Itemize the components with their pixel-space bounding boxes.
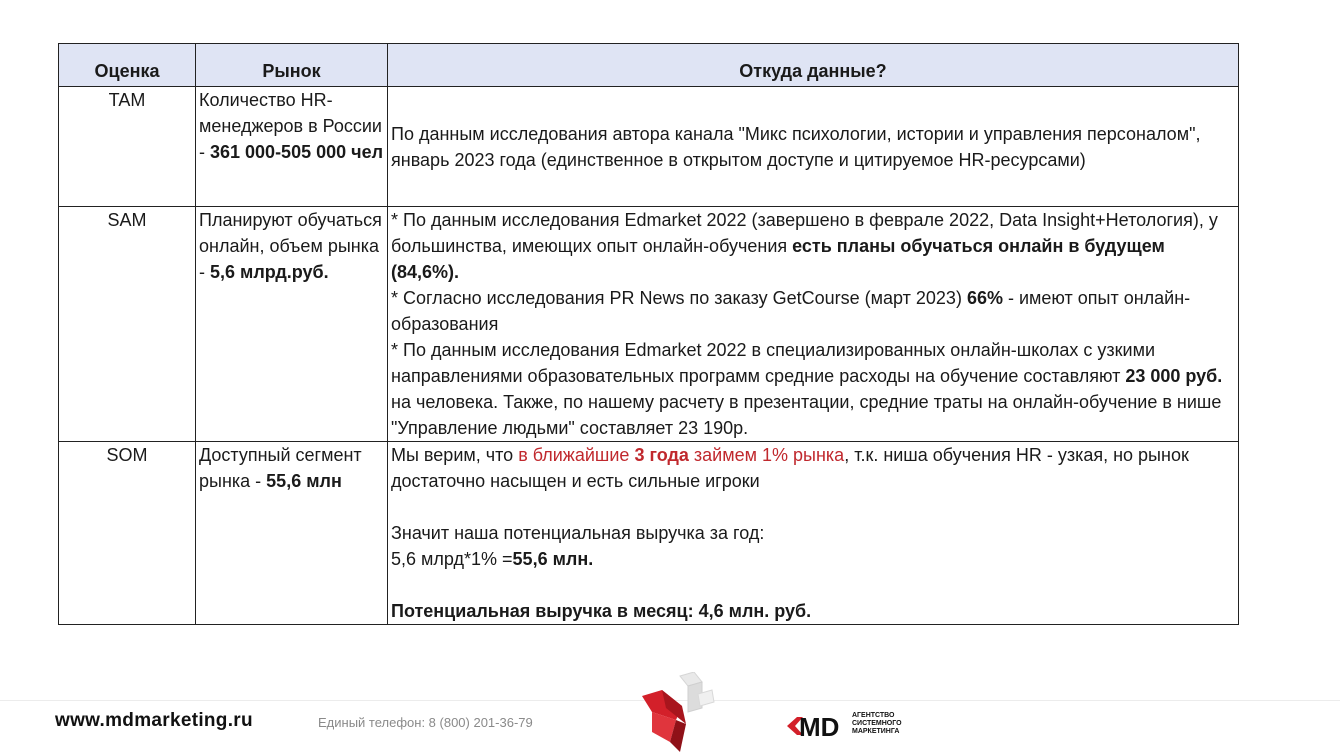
sam-note-1-text: * По данным исследования Edmarket 2022 (завершено в феврале 2022, Data Insight+Нетология), у большинства, имеющих опыт онлайн-обучения	[391, 210, 1218, 256]
source-som	[388, 442, 1239, 625]
header-source: Откуда данные?	[388, 44, 1239, 87]
brand-line-1: АГЕНТСТВО	[852, 712, 895, 719]
som-line-1-text: Мы верим, что	[391, 445, 519, 465]
spacer	[391, 572, 1235, 598]
som-highlight-years: 3 года	[634, 445, 689, 465]
som-line-2: Значит наша потенциальная выручка за год:	[391, 523, 765, 543]
svg-text:MD: MD	[799, 712, 840, 741]
sam-note-2-text: * Согласно исследования PR News по заказу GetCourse (март 2023)	[391, 288, 967, 308]
som-line-1-tail: , т.к. ниша обучения HR - узкая, но рынок достаточно насыщен и есть сильные игроки	[391, 445, 1189, 491]
market-sam-text: Планируют обучаться онлайн, объем рынка -	[199, 210, 382, 282]
som-highlight-1: в ближайшие	[518, 445, 635, 465]
som-line-1	[391, 442, 1235, 494]
sam-note-2	[391, 285, 1235, 337]
sam-note-3	[391, 337, 1235, 441]
score-tam: TAM	[59, 87, 196, 207]
som-line-3	[391, 546, 1235, 572]
website-link[interactable]: www.mdmarketing.ru	[55, 710, 253, 731]
spacer	[391, 494, 1235, 520]
market-size-table	[58, 43, 1239, 625]
header-market: Рынок	[196, 44, 388, 87]
sam-note-3-text: * По данным исследования Edmarket 2022 в специализированных онлайн-школах с узкими направлениями образовательных программ средние расходы на обучение составляют	[391, 340, 1156, 386]
sam-note-1	[391, 207, 1235, 285]
som-line-4: Потенциальная выручка в месяц: 4,6 млн. руб.	[391, 601, 812, 621]
cubes-logo-icon	[636, 672, 722, 754]
brand-line-3: МАРКЕТИНГА	[852, 728, 900, 735]
market-som	[196, 442, 388, 625]
phone-text: Единый телефон: 8 (800) 201-36-79	[318, 715, 533, 730]
table-row-tam	[59, 87, 1239, 207]
market-som-text: Доступный сегмент рынка -	[199, 445, 362, 491]
header-row	[59, 44, 1239, 87]
som-line-3-text: 5,6 млрд*1% =	[391, 549, 513, 569]
sam-note-3-bold: 23 000 руб.	[1125, 366, 1223, 386]
source-tam-text: По данным исследования автора канала "Микс психологии, истории и управления персоналом", январь 2023 года (единственное в открытом доступе и цитируемое HR-ресурсами)	[391, 123, 1201, 170]
score-som: SOM	[59, 442, 196, 625]
sam-note-1-bold: есть планы обучаться онлайн в будущем (84,6%).	[391, 236, 1165, 282]
score-sam: SAM	[59, 207, 196, 442]
source-tam	[388, 87, 1239, 207]
market-sam-value: 5,6 млрд.руб.	[210, 262, 329, 282]
market-tam	[196, 87, 388, 207]
market-tam-value: 361 000-505 000 чел	[210, 142, 384, 162]
table-row-som	[59, 442, 1239, 625]
source-sam	[388, 207, 1239, 442]
market-tam-text: Количество HR-менеджеров в России -	[199, 90, 382, 162]
table-row-sam	[59, 207, 1239, 442]
sam-note-3-tail: на человека. Также, по нашему расчету в презентации, средние траты на онлайн-обучение в нише "Управление людьми" составляет 23 190р.	[391, 392, 1222, 438]
sam-note-2-tail: - имеют опыт онлайн-образования	[391, 288, 1191, 334]
market-som-value: 55,6 млн	[266, 471, 342, 491]
sam-note-2-bold: 66%	[966, 288, 1003, 308]
brand-tagline	[852, 712, 902, 736]
som-line-3-bold: 55,6 млн.	[512, 549, 594, 569]
brand-line-2: СИСТЕМНОГО	[852, 720, 902, 727]
market-sam	[196, 207, 388, 442]
som-highlight-2: займем 1% рынка	[688, 445, 845, 465]
header-score: Оценка	[59, 44, 196, 87]
